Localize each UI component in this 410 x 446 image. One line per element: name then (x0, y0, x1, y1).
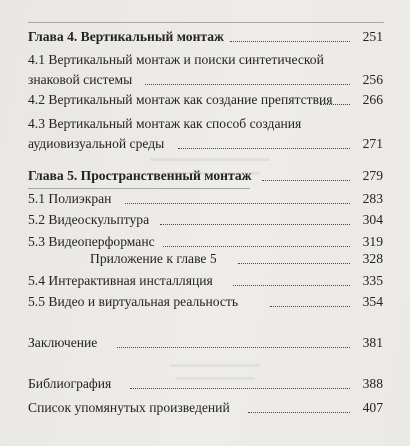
page-number: 335 (362, 273, 383, 288)
dot-leader (117, 347, 350, 348)
section-title-line2: аудиовизуальной среды (28, 136, 165, 151)
section-title-line2: знаковой системы (28, 72, 133, 87)
dot-leader (160, 224, 350, 225)
page-number: 407 (362, 400, 383, 415)
section-title: 5.4 Интерактивная инсталляция (28, 273, 213, 288)
dot-leader (230, 41, 350, 42)
section-title: 4.2 Вертикальный монтаж как создание препятствия (28, 92, 333, 107)
section-title-line1: 4.3 Вертикальный монтаж как способ создания (28, 116, 302, 131)
top-rule (28, 22, 384, 23)
dot-leader (125, 203, 350, 204)
page-number: 251 (362, 29, 383, 44)
section-title-line1: 4.1 Вертикальный монтаж и поиски синтетической (28, 52, 324, 67)
dot-leader (320, 104, 350, 105)
page-number: 283 (362, 191, 383, 206)
conclusion-title: Заключение (28, 335, 98, 350)
page-number: 354 (362, 294, 383, 309)
page-number: 319 (362, 234, 383, 249)
bleed-through-mark (150, 158, 270, 161)
toc-chapter-5[interactable] (0, 166, 410, 186)
bibliography-title: Библиография (28, 376, 112, 391)
page-number: 304 (362, 212, 383, 227)
toc-conclusion[interactable] (0, 333, 410, 353)
appendix-title: Приложение к главе 5 (90, 251, 217, 266)
bleed-through-mark (170, 364, 260, 367)
dot-leader (178, 148, 350, 149)
toc-appendix-5[interactable] (0, 249, 410, 269)
page-number: 388 (362, 376, 383, 391)
chapter-title: Глава 4. Вертикальный монтаж (28, 29, 224, 44)
toc-section-5-4[interactable] (0, 271, 410, 291)
toc-works-list[interactable] (0, 398, 410, 418)
toc-bibliography[interactable] (0, 374, 410, 394)
works-list-title: Список упомянутых произведений (28, 400, 230, 415)
toc-section-5-2[interactable] (0, 210, 410, 230)
dot-leader (145, 84, 350, 85)
toc-section-5-1[interactable] (0, 189, 410, 209)
dot-leader (248, 412, 350, 413)
chapter-title: Глава 5. Пространственный монтаж (28, 168, 252, 183)
page-number: 266 (362, 92, 383, 107)
toc-section-4-2[interactable] (0, 90, 410, 110)
dot-leader (130, 388, 350, 389)
toc-section-4-1[interactable] (0, 50, 410, 90)
page-number: 256 (362, 72, 383, 87)
dot-leader (262, 180, 350, 181)
dot-leader (270, 306, 350, 307)
page-number: 271 (362, 136, 383, 151)
section-title: 5.5 Видео и виртуальная реальность (28, 294, 239, 309)
page-number: 328 (362, 251, 383, 266)
dot-leader (163, 246, 350, 247)
section-title: 5.1 Полиэкран (28, 191, 112, 206)
page-number: 381 (362, 335, 383, 350)
section-title: 5.3 Видеоперформанс (28, 234, 155, 249)
section-title: 5.2 Видеоскульптура (28, 212, 150, 227)
dot-leader (233, 285, 350, 286)
toc-section-4-3[interactable] (0, 114, 410, 154)
toc-chapter-4[interactable] (0, 27, 410, 47)
toc-section-5-5[interactable] (0, 292, 410, 312)
dot-leader (238, 263, 350, 264)
page-number: 279 (362, 168, 383, 183)
